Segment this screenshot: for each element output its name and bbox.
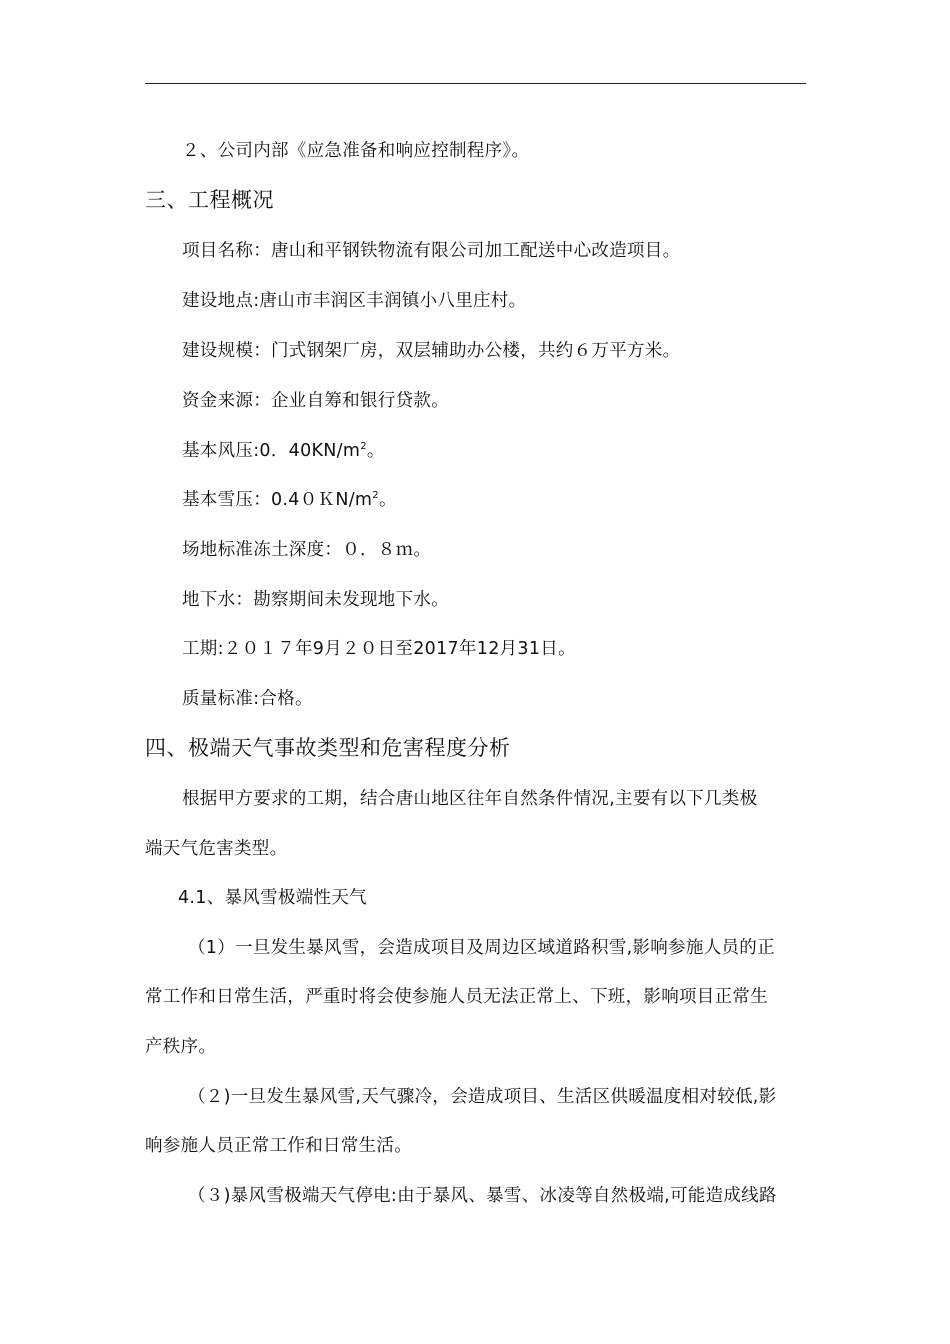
scale-line: 建设规模：门式钢架厂房，双层辅助办公楼，共约６万平方米。: [182, 341, 681, 361]
quality-line: 质量标准:合格。: [182, 689, 313, 709]
snow-pressure-tail: 。: [378, 490, 397, 510]
intro-paragraph-line-2: 端天气危害类型。: [145, 839, 288, 859]
paragraph-1-line-3: 产秩序。: [145, 1037, 217, 1057]
paragraph-2-line-1: （２)一旦发生暴风雪,天气骤冷，会造成项目、生活区供暖温度相对较低,影: [188, 1087, 777, 1107]
intro-paragraph-line-1: 根据甲方要求的工期，结合唐山地区往年自然条件情况,主要有以下几类极: [182, 789, 758, 809]
section-heading-overview: 三、工程概况: [145, 188, 274, 212]
reference-item-2: ２、公司内部《应急准备和响应控制程序》。: [182, 141, 530, 161]
frost-depth-line: 场地标准冻土深度：０．８ｍ。: [182, 540, 432, 560]
wind-pressure-text: 基本风压:0．40KN/m: [182, 441, 361, 461]
snow-pressure-line: [182, 489, 397, 511]
paragraph-2-line-2: 响参施人员正常工作和日常生活。: [145, 1136, 412, 1156]
snow-pressure-text: 基本雪压：0.4０ＫN/m: [182, 490, 373, 510]
paragraph-1-line-1: （1）一旦发生暴风雪，会造成项目及周边区域道路积雪,影响参施人员的正: [188, 938, 775, 958]
wind-pressure-exponent: 2: [360, 441, 367, 453]
paragraph-3-line-1: （３)暴风雪极端天气停电:由于暴风、暴雪、冰凌等自然极端,可能造成线路: [188, 1186, 777, 1206]
schedule-line: 工期:２０１７年9月２０日至2017年12月31日。: [182, 639, 576, 659]
subsection-heading-4-1: 4.1、暴风雪极端性天气: [178, 888, 367, 908]
wind-pressure-tail: 。: [366, 441, 385, 461]
snow-pressure-exponent: 2: [372, 490, 379, 502]
header-rule: [145, 83, 806, 84]
paragraph-1-line-2: 常工作和日常生活，严重时将会使参施人员无法正常上、下班，影响项目正常生: [145, 987, 768, 1007]
funding-line: 资金来源：企业自筹和银行贷款。: [182, 391, 449, 411]
project-name-line: 项目名称：唐山和平钢铁物流有限公司加工配送中心改造项目。: [182, 241, 681, 261]
location-line: 建设地点:唐山市丰润区丰润镇小八里庄村。: [182, 291, 527, 311]
section-heading-hazards: 四、极端天气事故类型和危害程度分析: [145, 736, 511, 760]
groundwater-line: 地下水：勘察期间未发现地下水。: [182, 590, 449, 610]
wind-pressure-line: [182, 440, 385, 462]
